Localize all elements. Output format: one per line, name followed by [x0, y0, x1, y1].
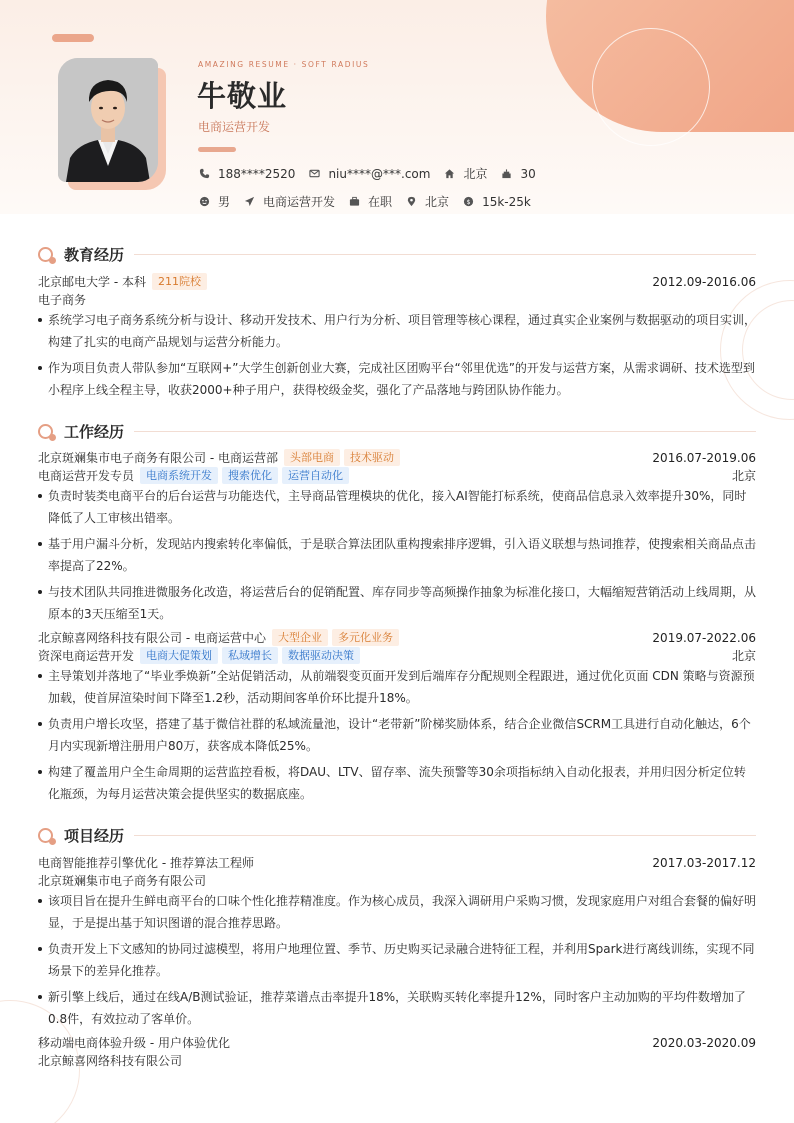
briefcase-icon — [349, 196, 360, 207]
skill-tag: 数据驱动决策 — [282, 647, 360, 664]
major: 电子商务 — [38, 293, 87, 307]
section-divider — [134, 835, 756, 836]
portrait-image — [58, 58, 158, 182]
skill-tag: 私域增长 — [222, 647, 278, 664]
company-tag: 头部电商 — [284, 449, 340, 466]
project-period: 2020.03-2020.09 — [652, 1035, 756, 1050]
job-bullet: 与技术团队共同推进微服务化改造，将运营后台的促销配置、库存同步等高频操作抽象为标准化接口，大幅缩短营销活动上线周期，从原本的3天压缩至1天。 — [38, 581, 756, 625]
company-tag: 多元化业务 — [332, 629, 399, 646]
project-bullet: 该项目旨在提升生鲜电商平台的口味个性化推荐精准度。作为核心成员，我深入调研用户采购习惯，发现家庭用户对组合套餐的偏好明显，于是提出基于知识图谱的混合推荐思路。 — [38, 890, 756, 934]
section-title: 项目经历 — [64, 827, 125, 845]
resume-tagline: AMAZING RESUME · SOFT RADIUS — [198, 60, 370, 69]
avatar — [58, 58, 158, 182]
job-role-row — [38, 647, 756, 664]
target-city: 北京 — [425, 195, 450, 209]
job-period: 2016.07-2019.06 — [652, 450, 756, 465]
job-bullet: 负责时装类电商平台的后台运营与功能迭代，主导商品管理模块的优化，接入AI智能打标系统，使商品信息录入效率提升30%，同时降低了人工审核出错率。 — [38, 485, 756, 529]
skill-tag: 电商系统开发 — [140, 467, 218, 484]
project-bullet: 新引擎上线后，通过在线A/B测试验证，推荐菜谱点击率提升18%，关联购买转化率提升12%，同时客户主动加购的平均件数增加了0.8件，有效拉动了客单价。 — [38, 986, 756, 1030]
company-name: 北京斑斓集市电子商务有限公司 - 电商运营部 — [38, 451, 278, 465]
expected-salary: 15k-25k — [482, 194, 531, 209]
project-company: 北京鲸喜网络科技有限公司 — [38, 1054, 183, 1068]
skill-tag: 搜索优化 — [222, 467, 278, 484]
section-work-header — [38, 421, 756, 442]
company-tag: 技术驱动 — [344, 449, 400, 466]
employment-status: 在职 — [368, 195, 393, 209]
candidate-name: 牛敬业 — [197, 79, 288, 113]
job-entry-header — [38, 629, 756, 646]
header-decor-pill — [52, 34, 94, 42]
info-location — [406, 193, 449, 210]
gender-icon — [199, 196, 210, 207]
project-entry-header — [38, 854, 756, 871]
job-entry-header — [38, 449, 756, 466]
phone-number: 188****2520 — [218, 166, 296, 181]
education-bullet: 作为项目负责人带队参加“互联网+”大学生创新创业大赛，完成社区团购平台“邻里优选”的开发与运营方案，从需求调研、技术选型到小程序上线全程主导，收获2000+种子用户，获得校级金奖，强化了产品落地与跨团队协作能力。 — [38, 357, 756, 401]
phone-icon — [199, 168, 210, 179]
info-target-position — [244, 193, 335, 210]
info-salary — [463, 195, 531, 209]
job-city: 北京 — [731, 469, 756, 483]
project-company: 北京斑斓集市电子商务有限公司 — [38, 874, 207, 888]
section-divider — [134, 431, 756, 432]
mail-icon — [309, 168, 320, 179]
skill-tag: 运营自动化 — [282, 467, 349, 484]
info-email — [309, 167, 430, 181]
contact-info-row — [199, 165, 550, 182]
cake-icon — [501, 168, 512, 179]
home-city: 北京 — [463, 167, 488, 181]
home-icon — [444, 168, 455, 179]
project-name: 移动端电商体验升级 - 用户体验优化 — [38, 1036, 230, 1050]
education-major-row — [38, 291, 756, 308]
project-entry-header — [38, 1034, 756, 1051]
info-home — [444, 165, 487, 182]
svg-text:$: $ — [466, 197, 471, 206]
company-name: 北京鲸喜网络科技有限公司 - 电商运营中心 — [38, 631, 266, 645]
age-value: 30 — [520, 166, 536, 181]
education-period: 2012.09-2016.06 — [652, 274, 756, 289]
project-bullet: 负责开发上下文感知的协同过滤模型，将用户地理位置、季节、历史购买记录融合进特征工程，并利用Spark进行离线训练，实现不同场景下的差异化推荐。 — [38, 938, 756, 982]
school-name: 北京邮电大学 - 本科 — [38, 275, 146, 289]
job-bullet: 主导策划并落地了“毕业季焕新”全站促销活动，从前端裂变页面开发到后端库存分配规则全程跟进，通过优化页面 CDN 策略与资源预加载，使首屏渲染时间下降至1.2秒，活动期间客单价环比提升18%。 — [38, 665, 756, 709]
gender-value: 男 — [218, 195, 231, 209]
salary-icon — [463, 196, 474, 207]
section-marker-icon — [38, 827, 56, 845]
section-marker-icon — [38, 246, 56, 264]
target-position: 电商运营开发 — [263, 195, 336, 209]
job-city: 北京 — [731, 649, 756, 663]
project-company-row — [38, 1052, 756, 1069]
company-tag: 大型企业 — [272, 629, 328, 646]
job-role: 资深电商运营开发 — [38, 649, 135, 663]
info-age — [501, 167, 535, 181]
job-period: 2019.07-2022.06 — [652, 630, 756, 645]
project-period: 2017.03-2017.12 — [652, 855, 756, 870]
location-icon — [406, 196, 417, 207]
job-role-row — [38, 467, 756, 484]
school-tag: 211院校 — [152, 273, 207, 290]
send-icon — [244, 196, 255, 207]
info-gender — [199, 193, 230, 210]
job-bullet: 负责用户增长攻坚，搭建了基于微信社群的私域流量池，设计“老带新”阶梯奖励体系，结合企业微信SCRM工具进行自动化触达，6个月内实现新增注册用户80万，获客成本降低25%。 — [38, 713, 756, 757]
skill-tag: 电商大促策划 — [140, 647, 218, 664]
section-projects-header — [38, 825, 756, 846]
info-phone — [199, 167, 295, 181]
project-company-row — [38, 872, 756, 889]
section-title: 工作经历 — [64, 423, 125, 441]
section-marker-icon — [38, 423, 56, 441]
info-status — [349, 193, 392, 210]
section-divider — [134, 254, 756, 255]
candidate-job-title: 电商运营开发 — [198, 120, 271, 134]
title-accent-bar — [198, 147, 236, 152]
section-title: 教育经历 — [64, 246, 125, 264]
project-name: 电商智能推荐引擎优化 - 推荐算法工程师 — [38, 856, 254, 870]
section-education-header — [38, 244, 756, 265]
header-decor-ring — [592, 28, 710, 146]
education-entry-header — [38, 273, 756, 290]
email-address: niu****@***.com — [328, 166, 431, 181]
job-role: 电商运营开发专员 — [38, 469, 135, 483]
job-bullet: 构建了覆盖用户全生命周期的运营监控看板，将DAU、LTV、留存率、流失预警等30余项指标纳入自动化报表，并用归因分析定位转化瓶颈，为每月运营决策会提供坚实的数据底座。 — [38, 761, 756, 805]
education-bullet: 系统学习电子商务系统分析与设计、移动开发技术、用户行为分析、项目管理等核心课程，通过真实企业案例与数据驱动的项目实训，构建了扎实的电商产品规划与运营分析能力。 — [38, 309, 756, 353]
profile-info-row — [199, 193, 545, 210]
job-bullet: 基于用户漏斗分析，发现站内搜索转化率偏低，于是联合算法团队重构搜索排序逻辑，引入语义联想与热词推荐，使搜索相关商品点击率提高了22%。 — [38, 533, 756, 577]
